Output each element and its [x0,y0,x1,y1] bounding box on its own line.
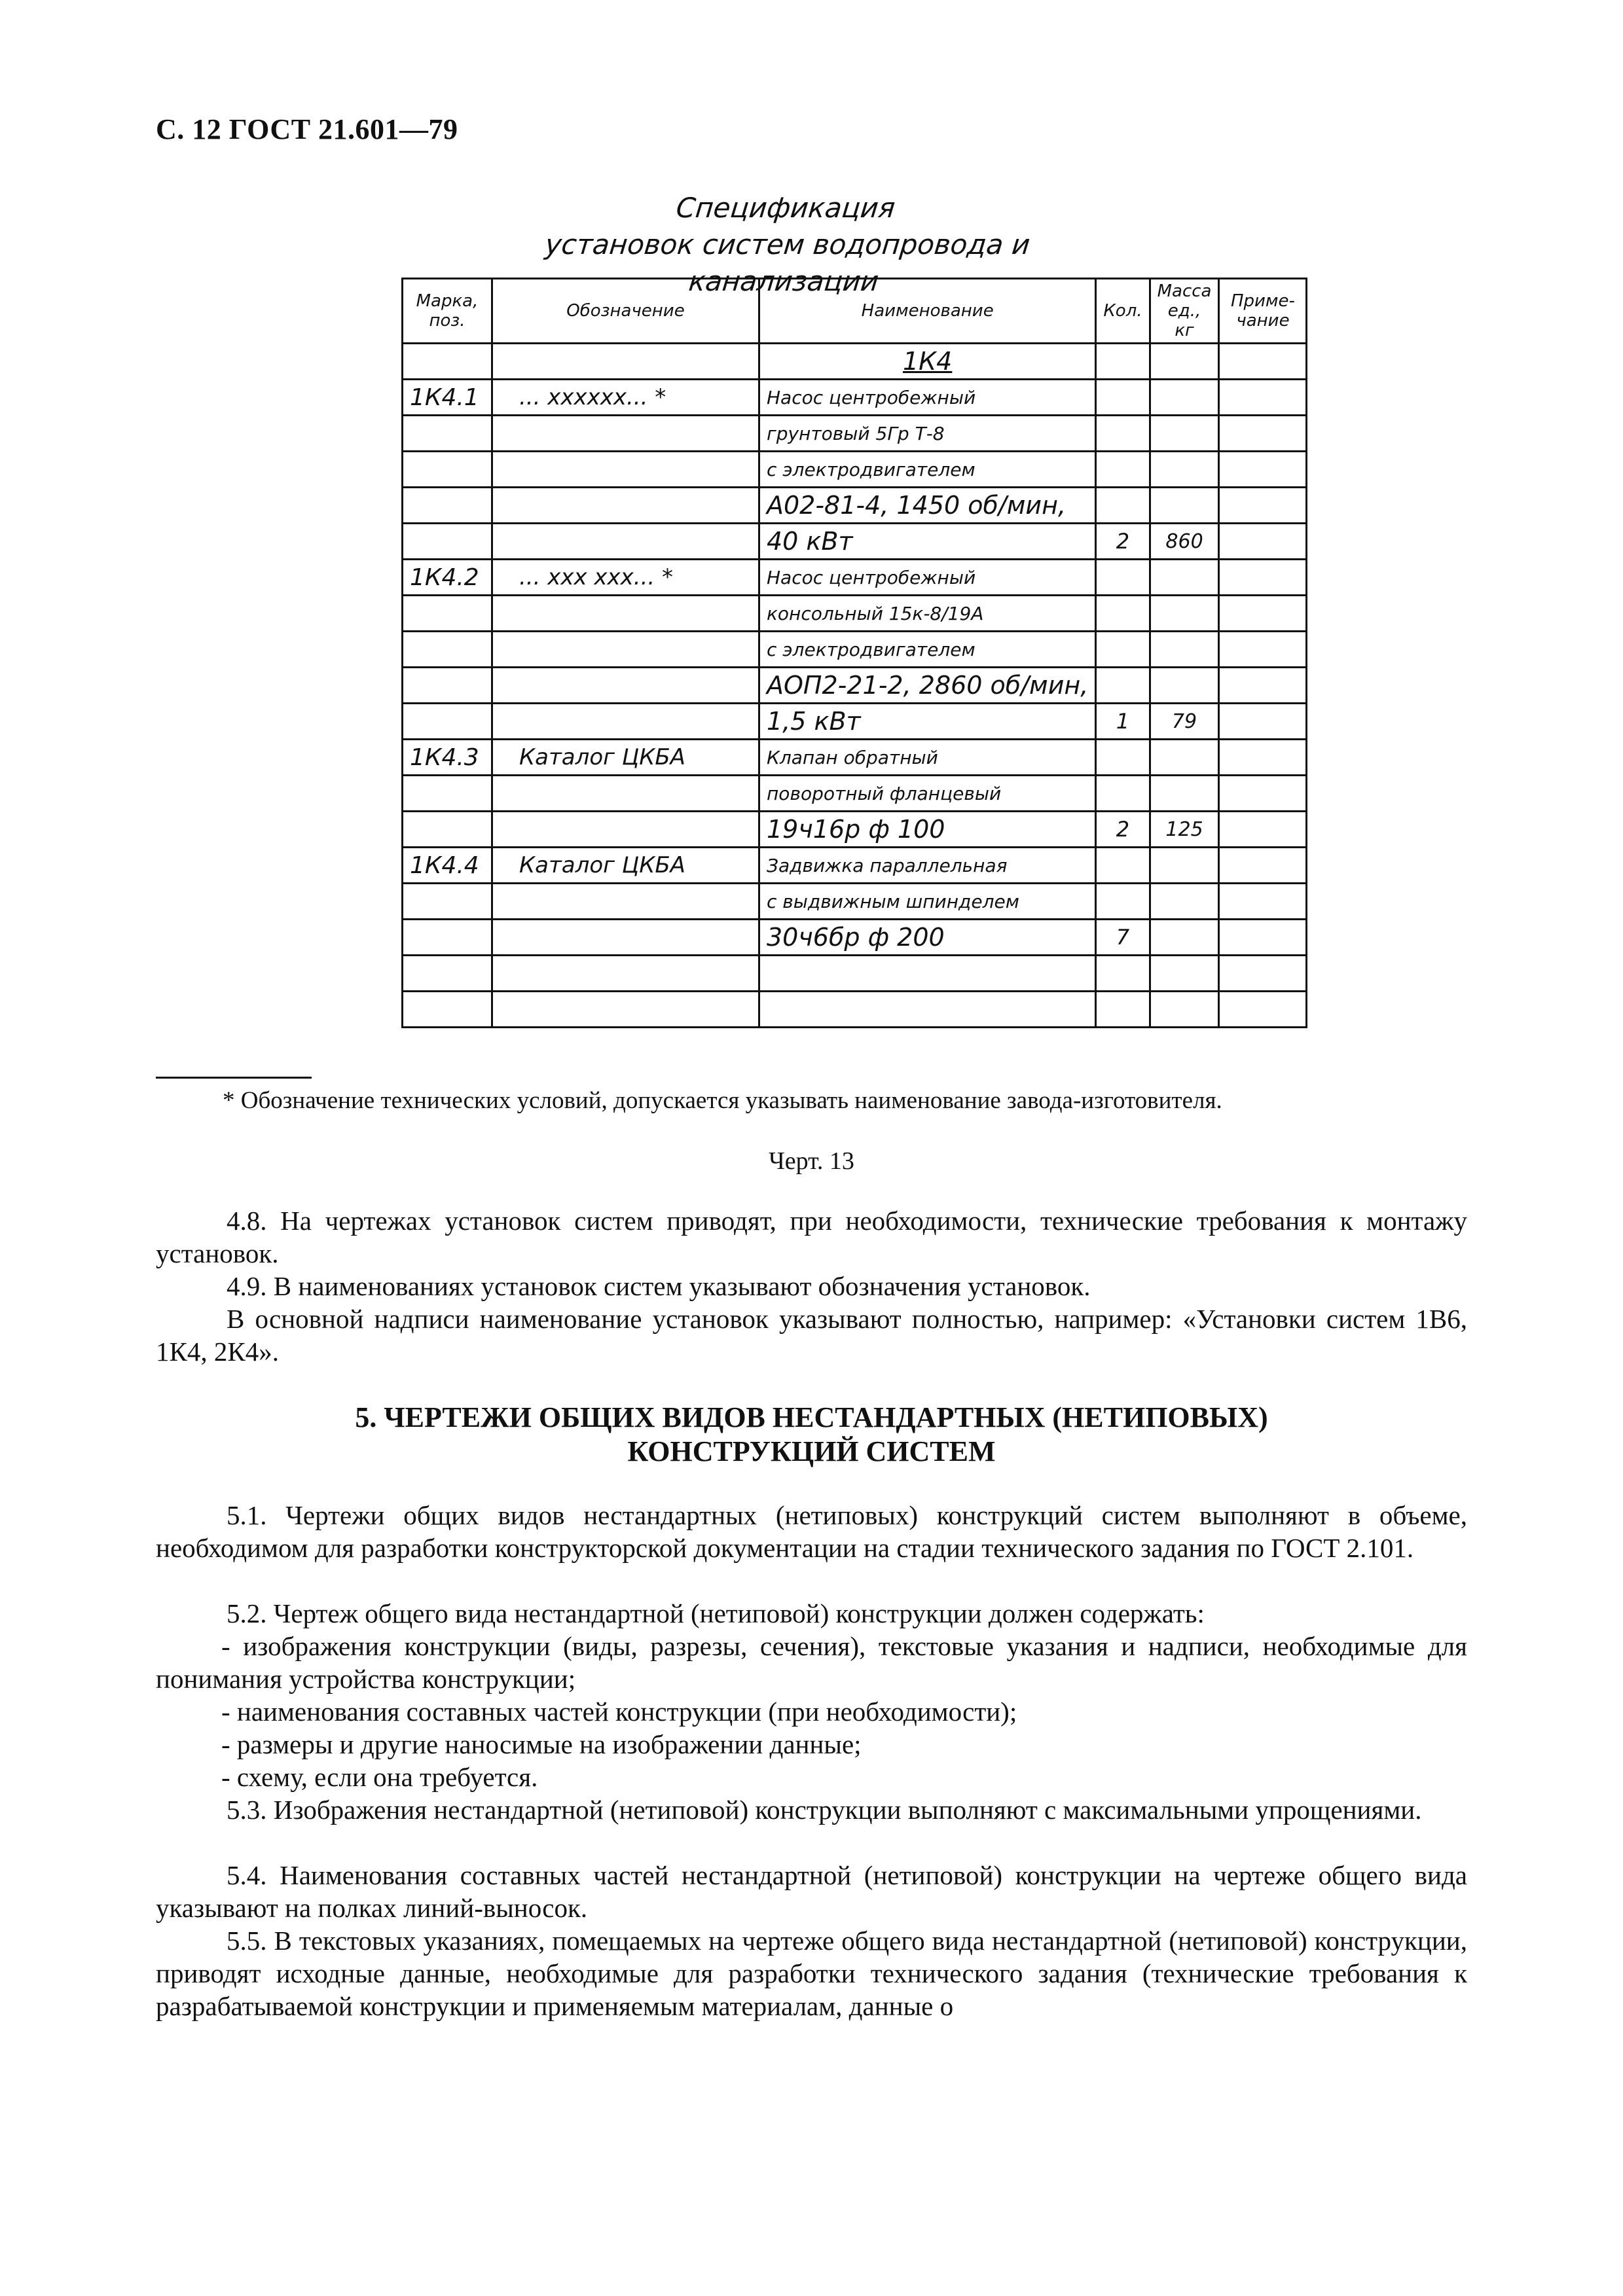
cell-note [1219,632,1307,668]
cell-mass [1150,740,1219,776]
cell-note [1219,956,1307,992]
cell-mark [403,596,492,632]
cell-qty [1096,992,1150,1028]
cell-mark [403,884,492,920]
section-5-title-line2: КОНСТРУКЦИЙ СИСТЕМ [627,1435,996,1467]
cell-designation [492,596,759,632]
list-item-dimensions: - размеры и другие наносимые на изображении данные; [221,1729,862,1759]
cell-note [1219,704,1307,740]
cell-qty [1096,668,1150,704]
table-row [403,884,1307,920]
cell-designation: Каталог ЦКБА [492,740,759,776]
cell-mass [1150,488,1219,524]
table-row [403,632,1307,668]
footnote: * Обозначение технических условий, допускается указывать наименование завода-изготовителя. [223,1087,1222,1114]
cell-mark [403,992,492,1028]
cell-name: 40 кВт [759,524,1096,560]
cell-designation [492,416,759,452]
header-mass: Масса ед., кг [1150,279,1219,344]
cell-designation [492,668,759,704]
cell-note [1219,560,1307,596]
cell-designation [492,452,759,488]
cell-qty: 1 [1096,704,1150,740]
header-qty: Кол. [1096,279,1150,344]
cell-mark: 1К4.4 [403,848,492,884]
cell-mass [1150,344,1219,380]
cell-designation [492,992,759,1028]
cell-note [1219,344,1307,380]
cell-mass [1150,956,1219,992]
cell-designation: ... хххххх... * [492,380,759,416]
table-row [403,524,1307,560]
cell-mark [403,488,492,524]
cell-name: А02-81-4, 1450 об/мин, [759,488,1096,524]
cell-designation [492,704,759,740]
table-row [403,668,1307,704]
table-row [403,740,1307,776]
paragraph-5-1: 5.1. Чертежи общих видов нестандартных (нетиповых) конструкций систем выполняют в объеме, необходимом для разработки конструкторской документации на стадии технического задания по ГОСТ 2.101. [156,1500,1467,1563]
cell-note [1219,596,1307,632]
cell-qty [1096,956,1150,992]
cell-designation [492,632,759,668]
cell-designation [492,488,759,524]
cell-mark [403,416,492,452]
cell-qty [1096,848,1150,884]
spec-subtitle: установок систем водопровода и канализации [543,228,1032,297]
cell-qty [1096,560,1150,596]
list-item-views: - изображения конструкции (виды, разрезы, сечения), текстовые указания и надписи, необходимые для понимания устройства конструкции; [156,1631,1467,1694]
paragraph-5-5: 5.5. В текстовых указаниях, помещаемых на чертеже общего вида нестандартной (нетиповой) конструкции, приводят исходные данные, необходимые для разработки технического задания (технические требования к разрабатываемой конструкции и применяемым материалам, данные о [156,1926,1467,2021]
cell-qty: 2 [1096,812,1150,848]
table-row [403,848,1307,884]
cell-name: консольный 15к-8/19А [759,596,1096,632]
cell-note [1219,992,1307,1028]
cell-mark [403,956,492,992]
table-row [403,776,1307,812]
paragraph-5-3: 5.3. Изображения нестандартной (нетиповой) конструкции выполняют с максимальными упрощениями. [227,1795,1422,1825]
cell-note [1219,668,1307,704]
table-row [403,812,1307,848]
cell-mark [403,920,492,956]
cell-note [1219,920,1307,956]
cell-designation [492,776,759,812]
cell-mark [403,812,492,848]
section-5-title-line1: 5. ЧЕРТЕЖИ ОБЩИХ ВИДОВ НЕСТАНДАРТНЫХ (НЕТИПОВЫХ) [355,1401,1268,1433]
cell-mass [1150,848,1219,884]
cell-mass: 79 [1150,704,1219,740]
cell-mass [1150,884,1219,920]
cell-name: Насос центробежный [759,380,1096,416]
table-row [403,920,1307,956]
cell-mass [1150,632,1219,668]
list-item-parts: - наименования составных частей конструкции (при необходимости); [221,1696,1017,1727]
cell-name: Насос центробежный [759,560,1096,596]
table-row [403,452,1307,488]
cell-qty [1096,632,1150,668]
cell-name: 1К4 [759,344,1096,380]
table-row [403,596,1307,632]
cell-designation [492,884,759,920]
header-name: Наименование [759,279,1096,344]
cell-name: с электродвигателем [759,452,1096,488]
cell-note [1219,812,1307,848]
table-row [403,344,1307,380]
cell-name: с выдвижным шпинделем [759,884,1096,920]
cell-designation: ... ххх ххх... * [492,560,759,596]
paragraph-4-9: 4.9. В наименованиях установок систем указывают обозначения установок. [227,1271,1091,1301]
cell-qty [1096,344,1150,380]
cell-note [1219,740,1307,776]
table-row [403,416,1307,452]
cell-mass: 125 [1150,812,1219,848]
cell-mark [403,668,492,704]
cell-mark [403,776,492,812]
cell-note [1219,524,1307,560]
cell-note [1219,488,1307,524]
cell-name: поворотный фланцевый [759,776,1096,812]
cell-qty [1096,776,1150,812]
cell-name: с электродвигателем [759,632,1096,668]
spec-title: Спецификация [674,192,897,224]
table-row [403,560,1307,596]
cell-mass [1150,596,1219,632]
cell-mass [1150,668,1219,704]
header-note: Приме- чание [1219,279,1307,344]
cell-name: АОП2-21-2, 2860 об/мин, [759,668,1096,704]
page-header: С. 12 ГОСТ 21.601—79 [156,113,458,145]
cell-mass [1150,992,1219,1028]
header-designation: Обозначение [492,279,759,344]
paragraph-4-8: 4.8. На чертежах установок систем приводят, при необходимости, технические требования к монтажу установок. [156,1206,1467,1268]
table-row [403,992,1307,1028]
cell-designation: Каталог ЦКБА [492,848,759,884]
cell-mass [1150,920,1219,956]
cell-designation [492,812,759,848]
cell-name: грунтовый 5Гр Т-8 [759,416,1096,452]
table-row [403,704,1307,740]
cell-qty [1096,452,1150,488]
cell-note [1219,416,1307,452]
cell-name [759,956,1096,992]
cell-designation [492,956,759,992]
list-item-scheme: - схему, если она требуется. [221,1762,538,1792]
paragraph-5-4: 5.4. Наименования составных частей нестандартной (нетиповой) конструкции на чертеже общего вида указывают на полках линий-выносок. [156,1860,1467,1923]
cell-designation [492,920,759,956]
cell-note [1219,452,1307,488]
cell-mark [403,524,492,560]
cell-qty [1096,380,1150,416]
cell-name: 1,5 кВт [759,704,1096,740]
cell-qty [1096,416,1150,452]
table-row [403,956,1307,992]
table-row [403,488,1307,524]
cell-mass [1150,452,1219,488]
figure-caption: Черт. 13 [769,1147,854,1175]
cell-designation [492,344,759,380]
cell-note [1219,380,1307,416]
cell-mass: 860 [1150,524,1219,560]
cell-name [759,992,1096,1028]
cell-mark: 1К4.1 [403,380,492,416]
cell-qty: 7 [1096,920,1150,956]
cell-qty [1096,884,1150,920]
cell-mark [403,632,492,668]
cell-qty: 2 [1096,524,1150,560]
cell-mass [1150,416,1219,452]
cell-mass [1150,776,1219,812]
paragraph-4-9-b: В основной надписи наименование установок указывают полностью, например: «Установки систем 1В6, 1К4, 2К4». [156,1304,1467,1367]
cell-name: 19ч16р ф 100 [759,812,1096,848]
paragraph-5-2: 5.2. Чертеж общего вида нестандартной (нетиповой) конструкции должен содержать: [227,1598,1205,1628]
cell-mark: 1К4.3 [403,740,492,776]
cell-mark [403,452,492,488]
cell-note [1219,848,1307,884]
cell-note [1219,884,1307,920]
table-row [403,380,1307,416]
cell-note [1219,776,1307,812]
footnote-rule [156,1077,312,1079]
cell-name: Клапан обратный [759,740,1096,776]
cell-qty [1096,488,1150,524]
header-mark: Марка, поз. [403,279,492,344]
cell-qty [1096,596,1150,632]
cell-mass [1150,380,1219,416]
cell-mass [1150,560,1219,596]
table-header-row [403,279,1307,344]
specification-table [401,278,1307,1028]
cell-qty [1096,740,1150,776]
cell-mark: 1К4.2 [403,560,492,596]
cell-mark [403,344,492,380]
cell-name: 30ч6бр ф 200 [759,920,1096,956]
cell-name: Задвижка параллельная [759,848,1096,884]
cell-mark [403,704,492,740]
cell-designation [492,524,759,560]
